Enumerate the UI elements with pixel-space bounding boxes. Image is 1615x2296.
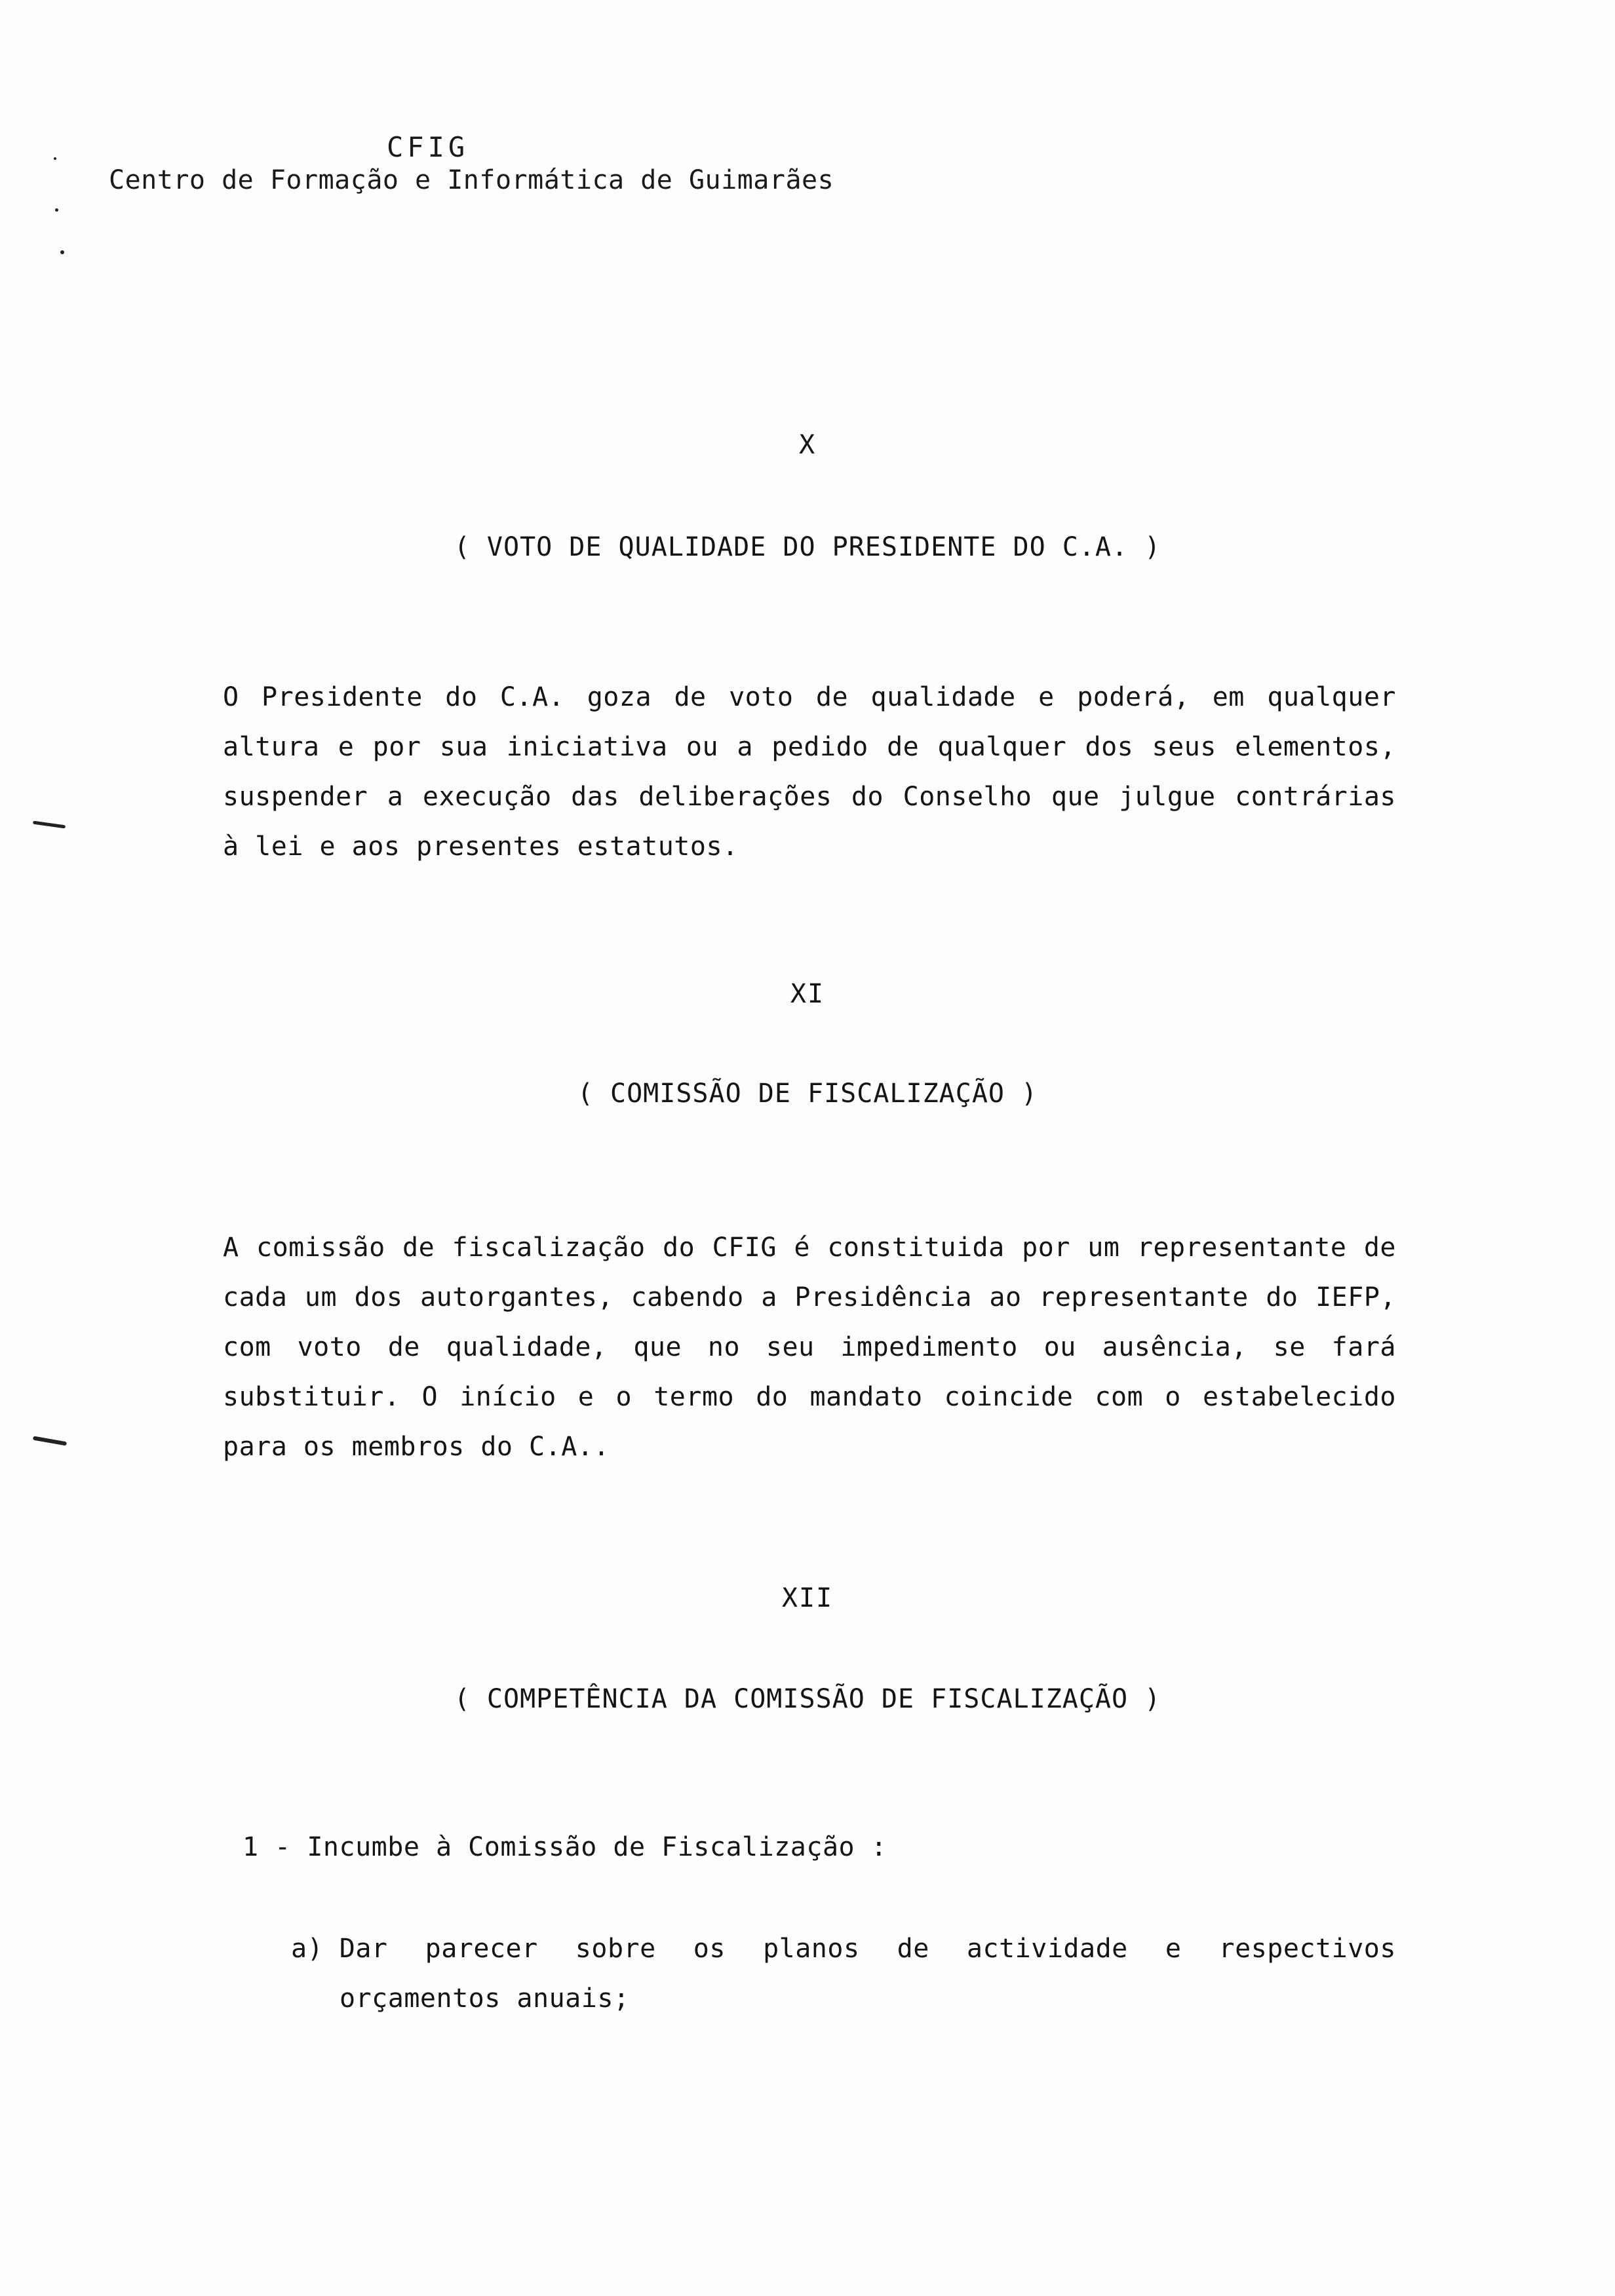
scan-mark [33, 1436, 67, 1446]
section-title: ( VOTO DE QUALIDADE DO PRESIDENTE DO C.A. ) [454, 532, 1161, 562]
scan-mark [33, 821, 66, 829]
section-title: ( COMPETÊNCIA DA COMISSÃO DE FISCALIZAÇÃO ) [454, 1684, 1161, 1714]
header-organization-name: Centro de Formação e Informática de Guimarães [109, 165, 834, 195]
sub-item-word: sobre [575, 1934, 656, 1964]
scan-mark [54, 157, 56, 160]
sub-item-word: os [693, 1934, 726, 1964]
sub-item-word: e [1165, 1934, 1182, 1964]
section-paragraph [223, 1223, 1396, 1472]
sub-list-item [291, 1924, 1396, 2023]
section-number: XII [781, 1583, 834, 1613]
sub-item-continuation: orçamentos anuais; [340, 1983, 630, 2014]
list-item: 1 - Incumbe à Comissão de Fiscalização : [243, 1832, 887, 1862]
sub-item-first-line [291, 1924, 1396, 1974]
scan-mark [55, 208, 58, 212]
section-paragraph [223, 672, 1396, 871]
paragraph-text: O Presidente do C.A. goza de voto de qualidade e poderá, em qualquer altura e por sua iniciativa ou a pedido de qualquer dos seus elementos, suspender a execução das deliberações do Conselho que julgue contrárias à lei e aos presentes estatutos. [223, 682, 1396, 862]
sub-item-word: respectivos [1218, 1934, 1396, 1964]
section-title: ( COMISSÃO DE FISCALIZAÇÃO ) [577, 1079, 1038, 1109]
sub-item-word: a) Dar [291, 1934, 388, 1964]
header-abbreviation: CFIG [387, 131, 469, 163]
section-number: XI [790, 979, 825, 1009]
paragraph-text: A comissão de fiscalização do CFIG é constituida por um representante de cada um dos autorgantes, cabendo a Presidência ao representante do IEFP, com voto de qualidade, que no seu impedimento ou ausência, se fará substituir. O início e o termo do mandato coincide com o estabelecido para os membros do C.A.. [223, 1233, 1396, 1462]
scan-mark [60, 250, 64, 254]
sub-item-word: actividade [966, 1934, 1128, 1964]
sub-item-word: parecer [425, 1934, 538, 1964]
sub-item-word: planos [763, 1934, 860, 1964]
section-number: X [798, 430, 817, 460]
sub-item-word: de [897, 1934, 929, 1964]
